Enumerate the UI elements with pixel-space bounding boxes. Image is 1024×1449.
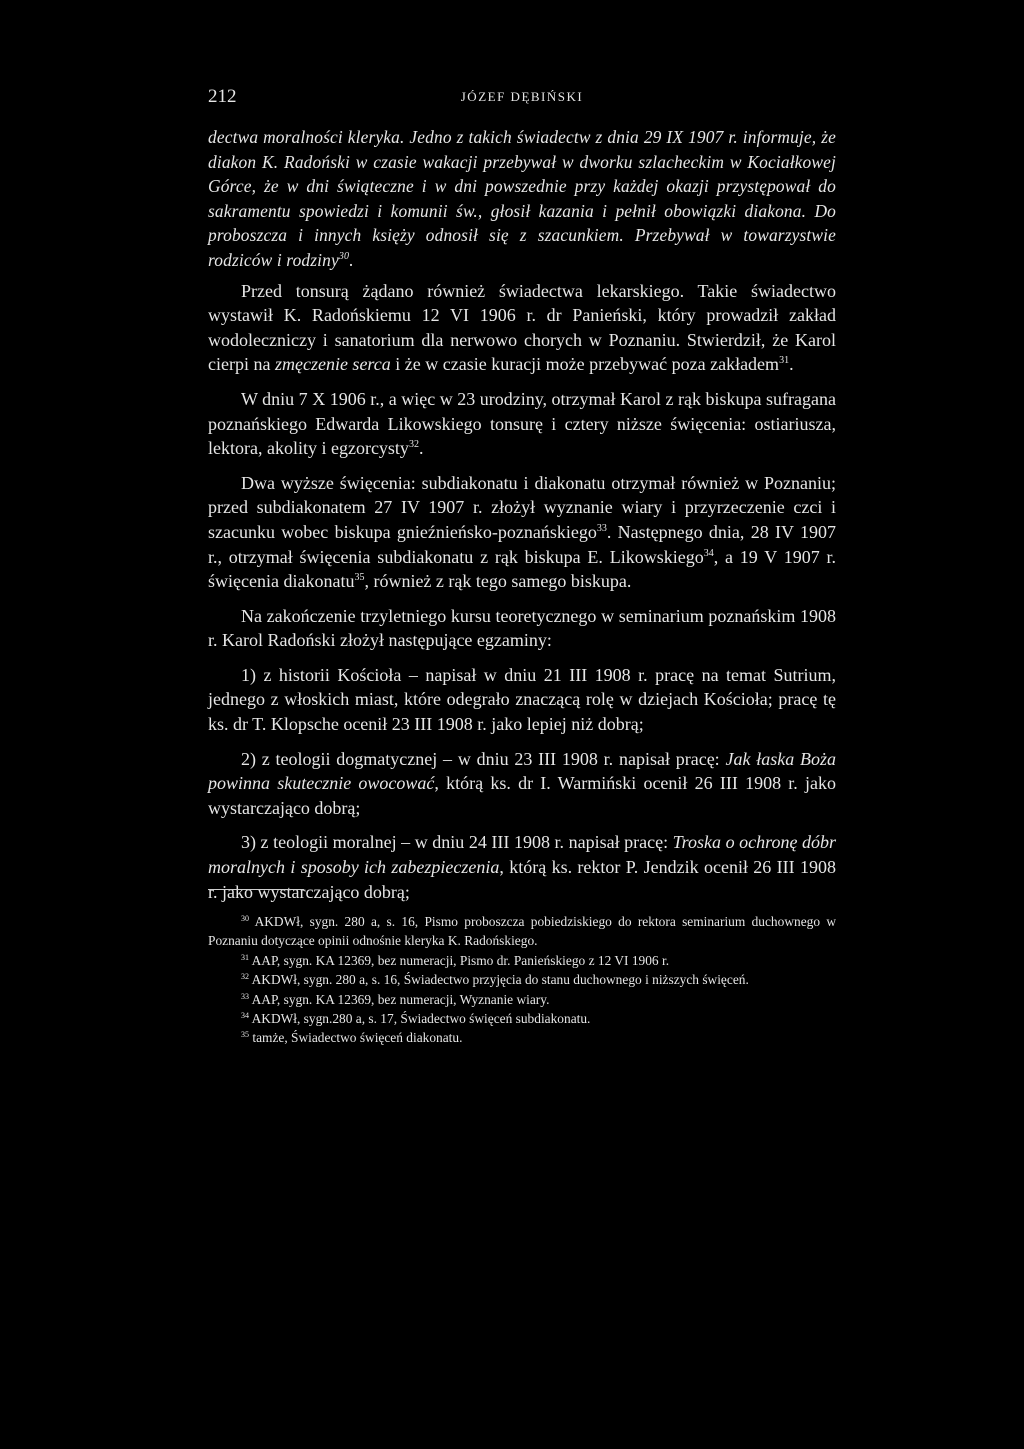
paragraph-text: Dwa wyższe święcenia: subdiakonatu i diakonatu otrzymał również w Poznaniu; przed subdiakonatem 27 IV 1907 r. złożył wyznanie wiary i przyrzeczenie czci i szacunku wobec biskupa gnieźnieńsko-poznańskiego (208, 472, 836, 542)
thesis-title: Troska o ochronę dóbr moralnych i sposoby ich zabezpieczenia (208, 832, 837, 878)
paragraph-text-cont: i że w czasie kuracji może przebywać poza zakładem (390, 354, 780, 375)
paragraph-exam-dogmatic (208, 747, 836, 821)
sentence-end: . (418, 438, 424, 459)
footnote-ref-34: 34 (703, 547, 714, 559)
paragraph-exams-intro: Na zakończenie trzyletniego kursu teoretycznego w seminarium poznańskim 1908 r. Karol Radoński złożył następujące egzaminy: (208, 605, 836, 651)
paragraph-text-cont: , którą ks. rektor P. Jendzik ocenił 26 III 1908 r. jako wystarczająco dobrą; (208, 857, 836, 902)
sentence-end: . (349, 249, 354, 270)
paragraph-tonsure (208, 387, 836, 461)
paragraph-text: Przed tonsurą żądano również świadectwa lekarskiego. Takie świadectwo wystawił K. Radońskiemu 12 VI 1906 r. dr Panieński, który prowadził zakład wodoleczniczy i sanatorium dla nerwowo chorych w Poznaniu. Stwierdził, że Karol cierpi na (208, 280, 836, 375)
footnote-ref-30: 30 (338, 250, 350, 262)
footnote-number: 30 (241, 914, 249, 923)
paragraph-text-cont: . Następnego dnia, 28 IV 1907 r., otrzymał święcenia subdiakonatu z rąk biskupa E. Likowskiego (208, 521, 837, 567)
footnote-divider (208, 889, 304, 890)
paragraph-exam-moral (208, 830, 836, 904)
footnote-number: 35 (241, 1030, 249, 1040)
footnote-number: 32 (241, 972, 249, 982)
footnote-30 (208, 912, 836, 951)
quoted-certificate: diakon K. Radoński w czasie wakacji przebywał w dworku szlacheckim w Kociałkowej Górce, że w dni świąteczne i w dni powszednie przy każdej okazji przystępował do sakramentu spowiedzi i komunii św., głosił kazania i pełnił obowiązki diakona. Do proboszcza i innych księży odnosił się z szacunkiem. Przebywał w towarzystwie rodziców i rodziny (208, 151, 836, 270)
paragraph-text: W dniu 7 X 1906 r., a więc w 23 urodziny, otrzymał Karol z rąk biskupa sufragana poznańskiego Edwarda Likowskiego tonsurę i cztery niższe święcenia: ostiariusza, lektora, akolity i egzorcysty (208, 388, 836, 459)
footnote-text: AKDWł, sygn. 280 a, s. 16, Świadectwo przyjęcia do stanu duchownego i niższych święceń. (251, 972, 749, 988)
paragraph-text-end: , również z rąk tego samego biskupa. (364, 571, 632, 592)
paragraph-higher-orders (208, 471, 836, 594)
footnote-33 (208, 990, 836, 1009)
paragraph-exam-history: 1) z historii Kościoła – napisał w dniu 21 III 1908 r. pracę na temat Sutrium, jednego z włoskich miast, które odegrało znaczącą rolę w dziejach Kościoła; pracę tę ks. dr T. Klopsche ocenił 23 III 1908 r. jako lepiej niż dobrą; (208, 664, 836, 735)
paragraph-text-cont: , a 19 V 1907 r. święcenia diakonatu (208, 546, 836, 592)
footnote-number: 33 (241, 991, 249, 1001)
main-text (208, 125, 836, 904)
quote-intro: dectwa moralności kleryka. Jedno z takich świadectw z dnia 29 IX 1907 r. informuje, że (208, 127, 836, 147)
footnote-ref-32: 32 (408, 439, 419, 451)
footnote-number: 34 (241, 1011, 249, 1021)
footnote-34 (208, 1009, 836, 1028)
paragraph-certificate-quote (208, 125, 836, 273)
footnote-text: AKDWł, sygn.280 a, s. 17, Świadectwo święceń subdiakonatu. (251, 1011, 591, 1027)
paragraph-text: 3) z teologii moralnej – w dniu 24 III 1908 r. napisał pracę: (241, 832, 673, 853)
page-header (208, 86, 836, 110)
footnote-32 (208, 970, 836, 989)
paragraph-text: 2) z teologii dogmatycznej – w dniu 23 III 1908 r. napisał pracę: (241, 748, 726, 769)
footnote-ref-35: 35 (354, 572, 365, 584)
footnote-text: tamże, Świadectwo święceń diakonatu. (252, 1030, 463, 1046)
running-head: JÓZEF DĘBIŃSKI (460, 89, 584, 104)
footnote-31 (208, 951, 836, 970)
footnote-text: AAP, sygn. KA 12369, bez numeracji, Wyznanie wiary. (251, 991, 550, 1007)
footnote-number: 31 (241, 952, 249, 962)
footnote-ref-33: 33 (596, 522, 607, 534)
paragraph-text-cont: , którą ks. dr I. Warmiński ocenił 26 III 1908 r. jako wystarczająco dobrą; (208, 773, 837, 818)
paragraph-medical-certificate (208, 279, 836, 377)
footnote-text: AAP, sygn. KA 12369, bez numeracji, Pismo dr. Panieńskiego z 12 VI 1906 r. (251, 952, 670, 968)
footnotes (208, 912, 836, 1048)
italic-phrase: zmęczenie serca (274, 354, 391, 375)
footnote-35 (208, 1028, 836, 1047)
sentence-end: . (789, 354, 794, 375)
page-number: 212 (208, 86, 237, 107)
thesis-title: Jak łaska Boża powinna skutecznie owocować (208, 748, 836, 794)
footnote-text: AKDWł, sygn. 280 a, s. 16, Pismo proboszcza pobiedziskiego do rektora seminarium duchownego w Poznaniu dotyczące opinii odnośnie kleryka K. Radońskiego. (208, 914, 837, 949)
footnote-ref-31: 31 (779, 355, 790, 367)
